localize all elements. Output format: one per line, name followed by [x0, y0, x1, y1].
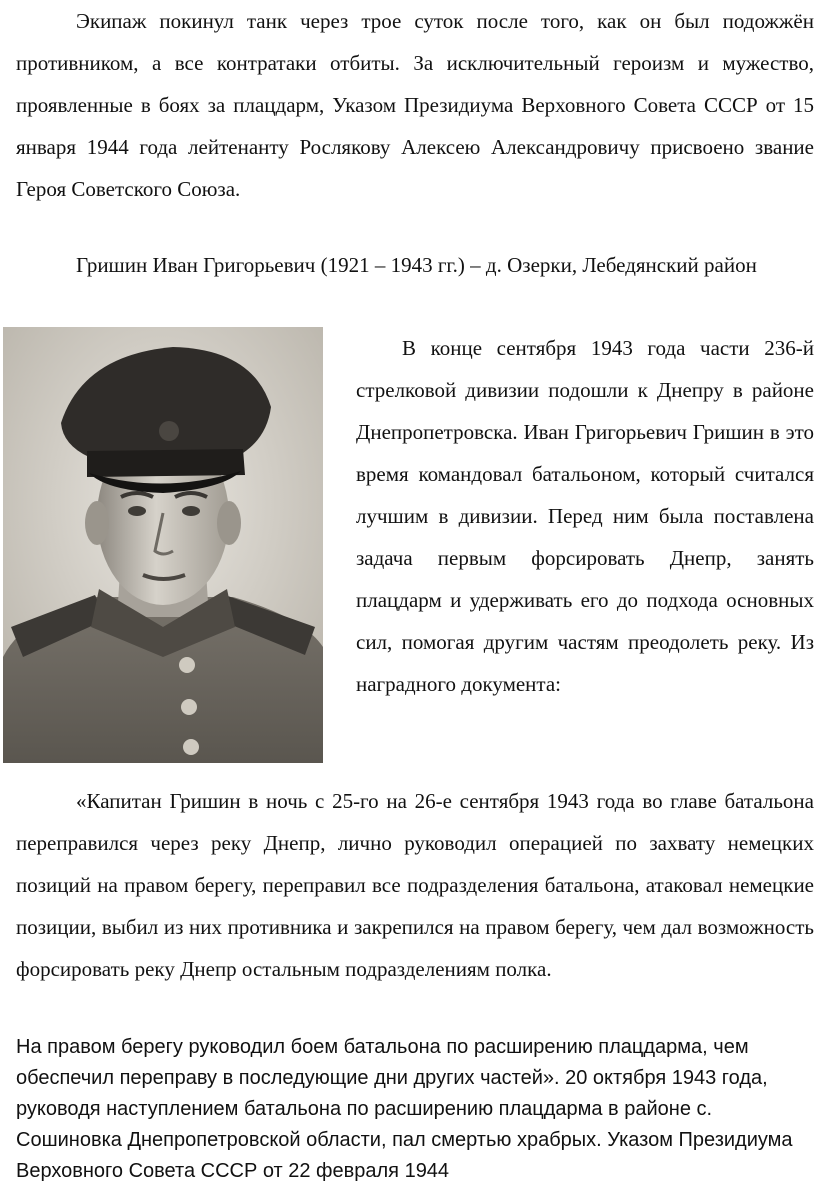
section-heading-grishin: Гришин Иван Григорьевич (1921 – 1943 гг.) – д. Озерки, Лебедянский район: [76, 253, 757, 277]
paragraph-award-quote: «Капитан Гришин в ночь с 25-го на 26-е сентября 1943 года во главе батальона переправился через реку Днепр, лично руководил операцией по захвату немецких позиций на правом берегу, переправил все подразделения батальона, атаковал немецкие позиции, выбил из них противника и закрепился на правом берегу, чем дал возможность форсировать реку Днепр остальным подразделениям полка.: [16, 789, 814, 981]
paragraph-grishin-intro: В конце сентября 1943 года части 236-й стрелковой дивизии подошли к Днепру в районе Днепропетровска. Иван Григорьевич Гришин в это время командовал батальоном, который считался лучшим в дивизии. Перед ним была поставлена задача первым форсировать Днепр, занять плацдарм и удерживать его до подхода основных сил, помогая другим частям преодолеть реку. Из наградного документа:: [356, 336, 814, 696]
paragraph-award-continuation: На правом берегу руководил боем батальона по расширению плацдарма, чем обеспечил переправу в последующие дни других частей». 20 октября 1943 года, руководя наступлением батальона по расширению плацдарма в районе с. Сошиновка Днепропетровской области, пал смертью храбрых. Указом Президиума Верховного Совета СССР от 22 февраля 1944: [16, 1036, 793, 1182]
paragraph-roslyakov: Экипаж покинул танк через трое суток после того, как он был подожжён противником, а все контратаки отбиты. За исключительный героизм и мужество, проявленные в боях за плацдарм, Указом Президиума Верховного Совета СССР от 15 января 1944 года лейтенанту Рослякову Алексею Александровичу присвоено звание Героя Советского Союза.: [16, 9, 814, 201]
portrait-photo: [3, 327, 323, 763]
